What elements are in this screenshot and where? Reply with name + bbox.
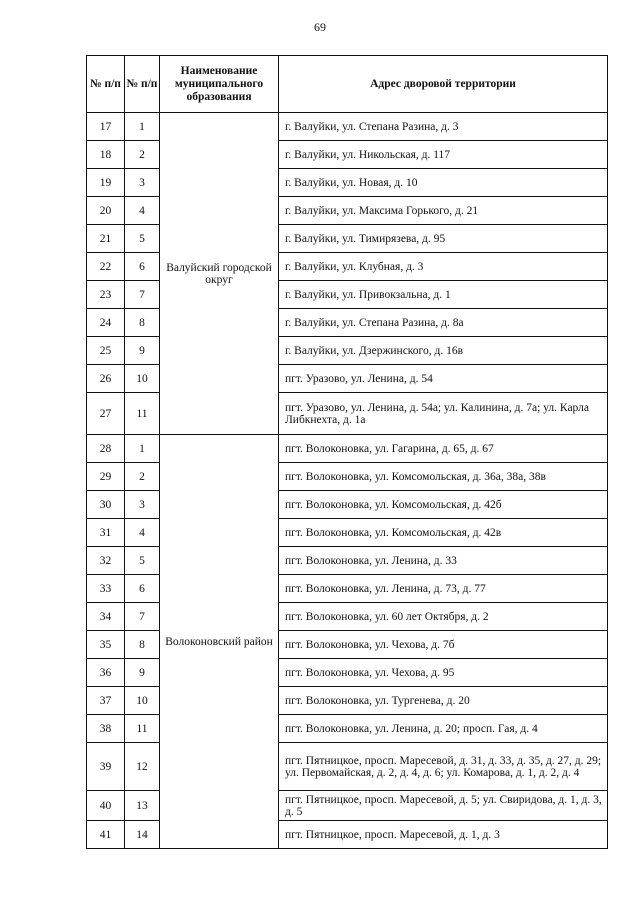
row-number-local: 8 — [125, 631, 160, 659]
header-municipality: Наименование муниципального образования — [160, 56, 279, 113]
row-number-local: 8 — [125, 309, 160, 337]
address-cell: пгт. Уразово, ул. Ленина, д. 54а; ул. Калинина, д. 7а; ул. Карла Либкнехта, д. 1а — [279, 393, 608, 435]
address-cell: пгт. Пятницкое, просп. Маресевой, д. 1, д. 3 — [279, 821, 608, 849]
address-cell: г. Валуйки, ул. Привокзальна, д. 1 — [279, 281, 608, 309]
address-cell: г. Валуйки, ул. Степана Разина, д. 3 — [279, 113, 608, 141]
row-number-overall: 24 — [87, 309, 125, 337]
address-cell: пгт. Волоконовка, ул. Ленина, д. 33 — [279, 547, 608, 575]
row-number-local: 12 — [125, 743, 160, 791]
row-number-local: 10 — [125, 687, 160, 715]
row-number-local: 6 — [125, 575, 160, 603]
row-number-overall: 37 — [87, 687, 125, 715]
address-cell: г. Валуйки, ул. Максима Горького, д. 21 — [279, 197, 608, 225]
row-number-overall: 22 — [87, 253, 125, 281]
address-cell: пгт. Волоконовка, ул. Ленина, д. 73, д. 77 — [279, 575, 608, 603]
row-number-overall: 27 — [87, 393, 125, 435]
row-number-local: 4 — [125, 197, 160, 225]
header-num-overall: № п/п — [87, 56, 125, 113]
header-address: Адрес дворовой территории — [279, 56, 608, 113]
municipality-name: Волоконовский район — [160, 435, 279, 849]
row-number-overall: 26 — [87, 365, 125, 393]
table-body — [87, 113, 608, 849]
row-number-local: 3 — [125, 169, 160, 197]
row-number-overall: 38 — [87, 715, 125, 743]
row-number-local: 5 — [125, 547, 160, 575]
row-number-overall: 40 — [87, 791, 125, 821]
row-number-local: 14 — [125, 821, 160, 849]
row-number-local: 2 — [125, 141, 160, 169]
row-number-local: 7 — [125, 603, 160, 631]
row-number-local: 3 — [125, 491, 160, 519]
row-number-overall: 34 — [87, 603, 125, 631]
row-number-local: 9 — [125, 337, 160, 365]
address-cell: пгт. Волоконовка, ул. Гагарина, д. 65, д. 67 — [279, 435, 608, 463]
row-number-overall: 32 — [87, 547, 125, 575]
row-number-overall: 36 — [87, 659, 125, 687]
address-cell: г. Валуйки, ул. Степана Разина, д. 8а — [279, 309, 608, 337]
address-cell: пгт. Волоконовка, ул. Комсомольская, д. 42б — [279, 491, 608, 519]
address-cell: пгт. Пятницкое, просп. Маресевой, д. 31, д. 33, д. 35, д. 27, д. 29; ул. Первомайская, д. 2, д. 4, д. 6; ул. Комарова, д. 1, д. 2, д. 4 — [279, 743, 608, 791]
row-number-local: 6 — [125, 253, 160, 281]
row-number-local: 1 — [125, 113, 160, 141]
address-cell: пгт. Волоконовка, ул. Чехова, д. 95 — [279, 659, 608, 687]
row-number-local: 13 — [125, 791, 160, 821]
row-number-local: 2 — [125, 463, 160, 491]
row-number-overall: 31 — [87, 519, 125, 547]
header-num-local: № п/п — [125, 56, 160, 113]
row-number-overall: 20 — [87, 197, 125, 225]
row-number-overall: 41 — [87, 821, 125, 849]
address-table — [86, 55, 608, 849]
row-number-local: 10 — [125, 365, 160, 393]
row-number-overall: 21 — [87, 225, 125, 253]
row-number-local: 4 — [125, 519, 160, 547]
page-number: 69 — [314, 20, 326, 34]
address-cell: пгт. Волоконовка, ул. Комсомольская, д. 42в — [279, 519, 608, 547]
row-number-local: 7 — [125, 281, 160, 309]
address-cell: пгт. Уразово, ул. Ленина, д. 54 — [279, 365, 608, 393]
row-number-local: 11 — [125, 715, 160, 743]
address-cell: г. Валуйки, ул. Никольская, д. 117 — [279, 141, 608, 169]
table-row — [87, 435, 608, 463]
row-number-local: 1 — [125, 435, 160, 463]
row-number-overall: 28 — [87, 435, 125, 463]
row-number-local: 5 — [125, 225, 160, 253]
row-number-overall: 19 — [87, 169, 125, 197]
table-header-row — [87, 56, 608, 113]
address-cell: пгт. Пятницкое, просп. Маресевой, д. 5; ул. Свиридова, д. 1, д. 3, д. 5 — [279, 791, 608, 821]
row-number-overall: 30 — [87, 491, 125, 519]
row-number-overall: 35 — [87, 631, 125, 659]
address-cell: пгт. Волоконовка, ул. Комсомольская, д. 36а, 38а, 38в — [279, 463, 608, 491]
address-cell: пгт. Волоконовка, ул. Ленина, д. 20; просп. Гая, д. 4 — [279, 715, 608, 743]
row-number-overall: 17 — [87, 113, 125, 141]
address-cell: пгт. Волоконовка, ул. 60 лет Октября, д. 2 — [279, 603, 608, 631]
address-cell: пгт. Волоконовка, ул. Тургенева, д. 20 — [279, 687, 608, 715]
address-cell: г. Валуйки, ул. Клубная, д. 3 — [279, 253, 608, 281]
row-number-local: 11 — [125, 393, 160, 435]
address-cell: пгт. Волоконовка, ул. Чехова, д. 7б — [279, 631, 608, 659]
address-cell: г. Валуйки, ул. Дзержинского, д. 16в — [279, 337, 608, 365]
row-number-overall: 29 — [87, 463, 125, 491]
row-number-local: 9 — [125, 659, 160, 687]
row-number-overall: 18 — [87, 141, 125, 169]
row-number-overall: 23 — [87, 281, 125, 309]
address-cell: г. Валуйки, ул. Тимирязева, д. 95 — [279, 225, 608, 253]
address-cell: г. Валуйки, ул. Новая, д. 10 — [279, 169, 608, 197]
municipality-name: Валуйский городской округ — [160, 113, 279, 435]
row-number-overall: 25 — [87, 337, 125, 365]
table-row — [87, 113, 608, 141]
row-number-overall: 33 — [87, 575, 125, 603]
row-number-overall: 39 — [87, 743, 125, 791]
